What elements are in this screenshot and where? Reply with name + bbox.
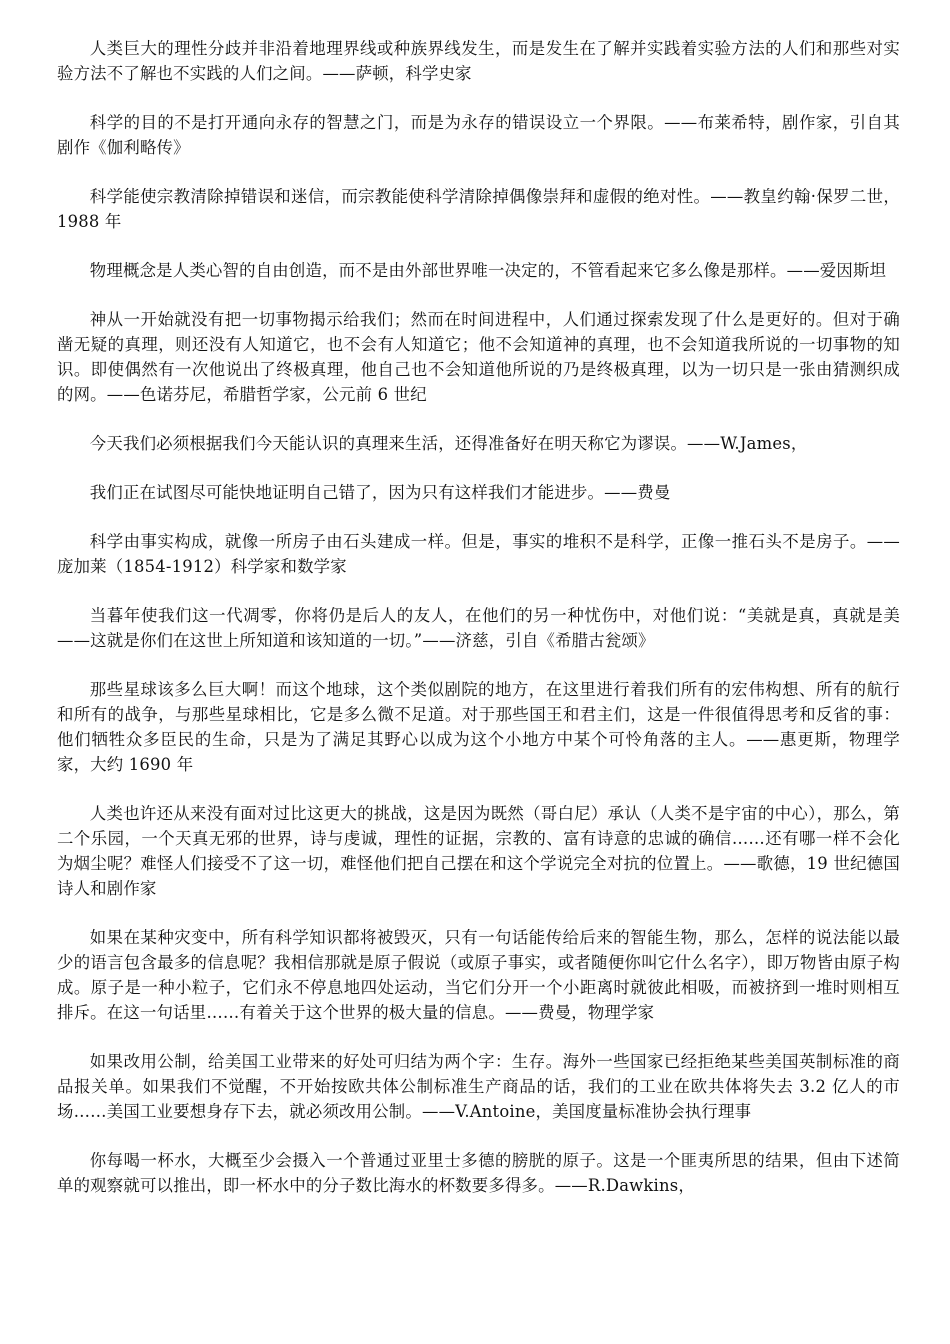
quote-paragraph-john-paul-ii: 科学能使宗教清除掉错误和迷信，而宗教能使科学清除掉偶像崇拜和虚假的绝对性。——教皇约翰·保罗二世，1988 年	[57, 187, 900, 231]
document-page	[57, 36, 900, 1222]
quote-paragraph-einstein: 物理概念是人类心智的自由创造，而不是由外部世界唯一决定的，不管看起来它多么像是那样。——爱因斯坦	[89, 261, 887, 280]
quote-paragraph-w-james: 今天我们必须根据我们今天能认识的真理来生活，还得准备好在明天称它为谬误。——W.James，	[89, 434, 808, 453]
quote-paragraph-dawkins: 你每喝一杯水，大概至少会摄入一个普通过亚里士多德的膀胱的原子。这是一个匪夷所思的结果，但由下述简单的观察就可以推出，即一杯水中的分子数比海水的杯数要多得多。——R.Dawkins，	[57, 1151, 900, 1195]
quote-paragraph-feynman-progress: 我们正在试图尽可能快地证明自己错了，因为只有这样我们才能进步。——费曼	[89, 483, 671, 502]
quote-paragraph-poincare: 科学由事实构成，就像一所房子由石头建成一样。但是，事实的堆积不是科学，正像一推石头不是房子。——庞加莱（1854-1912）科学家和数学家	[57, 532, 900, 576]
quote-paragraph-goethe: 人类也许还从来没有面对过比这更大的挑战，这是因为既然（哥白尼）承认（人类不是宇宙的中心），那么，第二个乐园，一个天真无邪的世界，诗与虔诚，理性的证据，宗教的、富有诗意的忠诚的确信……还有哪一样不会化为烟尘呢？难怪人们接受不了这一切，难怪他们把自己摆在和这个学说完全对抗的位置上。——歌德，19 世纪德国诗人和剧作家	[57, 804, 900, 898]
quote-paragraph-huygens: 那些星球该多么巨大啊！而这个地球，这个类似剧院的地方，在这里进行着我们所有的宏伟构想、所有的航行和所有的战争，与那些星球相比，它是多么微不足道。对于那些国王和君主们，这是一件很值得思考和反省的事：他们牺牲众多臣民的生命，只是为了满足其野心以成为这个小地方中某个可怜角落的主人。——惠更斯，物理学家，大约 1690 年	[57, 680, 900, 774]
quote-paragraph-xenophanes: 神从一开始就没有把一切事物揭示给我们；然而在时间进程中，人们通过探索发现了什么是更好的。但对于确凿无疑的真理，则还没有人知道它，也不会有人知道它；他不会知道神的真理，也不会知道我所说的一切事物的知识。即使偶然有一次他说出了终极真理，他自己也不会知道他所说的乃是终极真理，以为一切只是一张由猜测织成的网。——色诺芬尼，希腊哲学家，公元前 6 世纪	[57, 310, 900, 404]
quote-paragraph-antoine: 如果改用公制，给美国工业带来的好处可归结为两个字：生存。海外一些国家已经拒绝某些美国英制标准的商品报关单。如果我们不觉醒，不开始按欧共体公制标准生产商品的话，我们的工业在欧共体将失去 3.2 亿人的市场……美国工业要想身存下去，就必须改用公制。——V.Antoine，美国度量标准协会执行理事	[57, 1052, 900, 1121]
quote-paragraph-brecht: 科学的目的不是打开通向永存的智慧之门，而是为永存的错误设立一个界限。——布莱希特，剧作家，引自其剧作《伽利略传》	[57, 113, 900, 157]
quote-paragraph-feynman-atoms: 如果在某种灾变中，所有科学知识都将被毁灭，只有一句话能传给后来的智能生物，那么，怎样的说法能以最少的语言包含最多的信息呢？我相信那就是原子假说（或原子事实，或者随便你叫它什么名字），即万物皆由原子构成。原子是一种小粒子，它们永不停息地四处运动，当它们分开一个小距离时就彼此相吸，而被挤到一堆时则相互排斥。在这一句话里……有着关于这个世界的极大量的信息。——费曼，物理学家	[57, 928, 900, 1022]
quote-paragraph-sarton: 人类巨大的理性分歧并非沿着地理界线或种族界线发生，而是发生在了解并实践着实验方法的人们和那些对实验方法不了解也不实践的人们之间。——萨顿，科学史家	[57, 39, 900, 83]
quote-paragraph-keats: 当暮年使我们这一代凋零，你将仍是后人的友人，在他们的另一种忧伤中，对他们说：“美就是真，真就是美——这就是你们在这世上所知道和该知道的一切。”——济慈，引自《希腊古瓮颂》	[57, 606, 900, 650]
